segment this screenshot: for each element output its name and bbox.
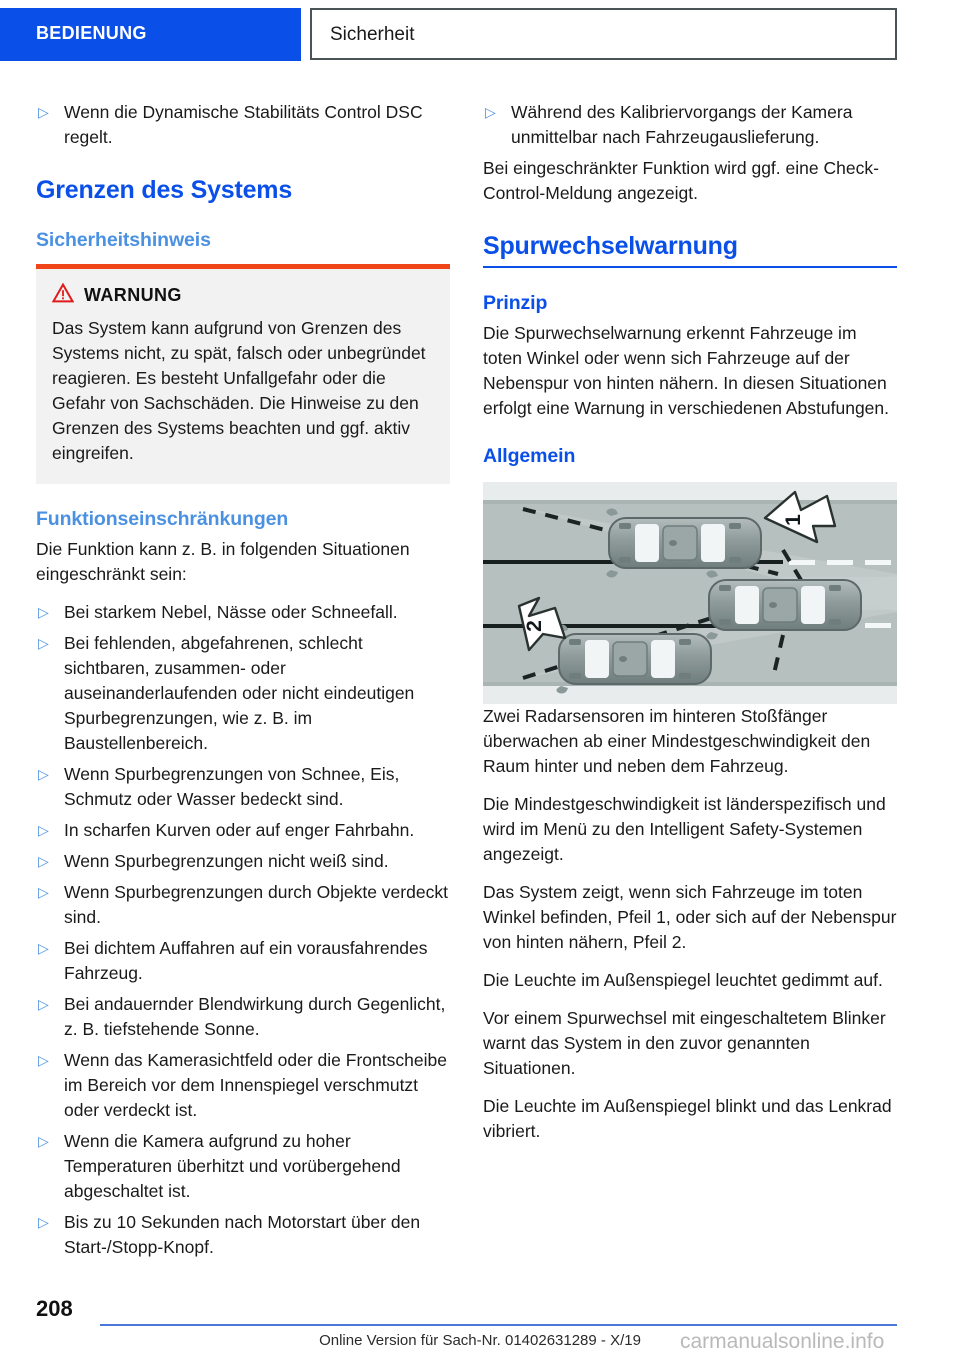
list-item-text: Bei andauernder Blendwirkung durch Gegenlicht, z. B. tiefstehende Sonne.	[64, 994, 446, 1039]
limitations-heading: Funktionseinschränkungen	[36, 508, 289, 530]
list-item	[36, 100, 450, 150]
right-top-bullet-list	[483, 100, 897, 150]
section-tab[interactable]	[310, 8, 897, 60]
list-item-text: Bei dichtem Auffahren auf ein vorausfahrendes Fahrzeug.	[64, 938, 428, 983]
car-ego	[706, 571, 861, 640]
section-tab-label: Sicherheit	[330, 24, 415, 45]
allgemein-heading: Allgemein	[483, 445, 576, 467]
list-item-text: Während des Kalibriervorgangs der Kamera unmittelbar nach Fahrzeugauslieferung.	[511, 102, 853, 147]
intro-bullet-list	[36, 100, 450, 150]
triangle-bullet-icon: ▷	[38, 604, 49, 620]
triangle-bullet-icon: ▷	[38, 853, 49, 869]
mirror-light-paragraph: Die Leuchte im Außenspiegel leuchtet gedimmt auf.	[483, 970, 883, 990]
triangle-bullet-icon: ▷	[38, 1052, 49, 1068]
warning-text: Das System kann aufgrund von Grenzen des Systems nicht, zu spät, falsch oder unbegründet reagieren. Es besteht Unfallgefahr oder die Gefahr von Sachschäden. Die Hinweise zu den Grenzen des Systems beachten und ggf. aktiv eingreifen.	[52, 318, 426, 463]
min-speed-paragraph: Die Mindestgeschwindigkeit ist länderspezifisch und wird im Menü zu den Intelligent Safety-Systemen angezeigt.	[483, 794, 886, 864]
triangle-bullet-icon: ▷	[38, 940, 49, 956]
svg-text:2: 2	[523, 620, 546, 632]
limitations-intro: Die Funktion kann z. B. in folgenden Situationen eingeschränkt sein:	[36, 539, 410, 584]
list-item-text: Bei starkem Nebel, Nässe oder Schneefall.	[64, 602, 398, 622]
mirror-blink-paragraph: Die Leuchte im Außenspiegel blinkt und das Lenkrad vibriert.	[483, 1096, 892, 1141]
warning-header	[52, 283, 434, 308]
page-number: 208	[36, 1296, 73, 1321]
turn-signal-paragraph: Vor einem Spurwechsel mit eingeschaltetem Blinker warnt das System in den zuvor genannten Situationen.	[483, 1008, 886, 1078]
list-item-text: Wenn Spurbegrenzungen von Schnee, Eis, Schmutz oder Wasser bedeckt sind.	[64, 764, 400, 809]
triangle-bullet-icon: ▷	[38, 1133, 49, 1149]
triangle-bullet-icon: ▷	[485, 104, 496, 120]
list-item	[36, 880, 450, 930]
chapter-tab[interactable]	[0, 8, 301, 61]
left-column	[36, 100, 450, 1266]
list-item	[36, 1048, 450, 1123]
radar-sensors-paragraph: Zwei Radarsensoren im hinteren Stoßfänger überwachen ab einer Mindestgeschwindigkeit den Raum hinter und neben dem Fahrzeug.	[483, 706, 871, 776]
footer-divider	[100, 1324, 897, 1326]
page-title: Grenzen des Systems	[36, 176, 293, 204]
list-item	[36, 818, 450, 843]
svg-text:1: 1	[782, 514, 805, 526]
list-item-text: Wenn die Dynamische Stabilitäts Control DSC regelt.	[64, 102, 423, 147]
triangle-bullet-icon: ▷	[38, 1214, 49, 1230]
list-item	[36, 600, 450, 625]
warning-label: WARNUNG	[84, 285, 182, 305]
triangle-bullet-icon: ▷	[38, 635, 49, 651]
prinzip-text: Die Spurwechselwarnung erkennt Fahrzeuge im toten Winkel oder wenn sich Fahrzeuge auf der Nebenspur von hinten nähern. In diesen Situationen erfolgt eine Warnung in verschiedenen Abstufungen.	[483, 323, 890, 418]
safety-notice-heading: Sicherheitshinweis	[36, 229, 211, 251]
triangle-bullet-icon: ▷	[38, 822, 49, 838]
list-item	[483, 100, 897, 150]
page-header	[0, 8, 960, 61]
list-item-text: Bei fehlenden, abgefahrenen, schlecht sichtbaren, zusammen- oder auseinanderlaufenden oder nicht eindeutigen Spurbegrenzungen, wie z. B. im Baustellenbereich.	[64, 633, 415, 753]
triangle-bullet-icon: ▷	[38, 884, 49, 900]
list-item	[36, 936, 450, 986]
lane-change-warning-diagram	[483, 482, 897, 704]
page-footer	[0, 1296, 960, 1362]
warning-box	[36, 264, 450, 484]
watermark: carmanualsonline.info	[680, 1330, 885, 1353]
list-item	[36, 992, 450, 1042]
car-upper	[606, 509, 761, 578]
blind-spot-paragraph: Das System zeigt, wenn sich Fahrzeuge im toten Winkel befinden, Pfeil 1, oder sich auf der Nebenspur von hinten nähern, Pfeil 2.	[483, 882, 897, 952]
warning-triangle-icon	[52, 283, 74, 308]
list-item-text: Bis zu 10 Sekunden nach Motorstart über den Start-/Stopp-Knopf.	[64, 1212, 421, 1257]
right-column	[483, 100, 897, 1157]
list-item	[36, 849, 450, 874]
list-item-text: Wenn Spurbegrenzungen nicht weiß sind.	[64, 851, 389, 871]
list-item-text: Wenn Spurbegrenzungen durch Objekte verdeckt sind.	[64, 882, 448, 927]
triangle-bullet-icon: ▷	[38, 104, 49, 120]
list-item-text: Wenn die Kamera aufgrund zu hoher Temperaturen überhitzt und vorübergehend abgeschaltet ist.	[64, 1131, 401, 1201]
limitations-bullet-list	[36, 600, 450, 1260]
list-item-text: In scharfen Kurven oder auf enger Fahrbahn.	[64, 820, 415, 840]
list-item	[36, 762, 450, 812]
list-item	[36, 631, 450, 756]
triangle-bullet-icon: ▷	[38, 766, 49, 782]
footer-note: Online Version für Sach-Nr. 01402631289 - X/19	[319, 1332, 641, 1349]
triangle-bullet-icon: ▷	[38, 996, 49, 1012]
list-item	[36, 1129, 450, 1204]
list-item-text: Wenn das Kamerasichtfeld oder die Frontscheibe im Bereich vor dem Innenspiegel verschmutzt oder verdeckt ist.	[64, 1050, 447, 1120]
prinzip-heading: Prinzip	[483, 292, 548, 314]
car-lower	[556, 625, 711, 694]
check-control-paragraph: Bei eingeschränkter Funktion wird ggf. eine Check-Control-Meldung angezeigt.	[483, 158, 879, 203]
list-item	[36, 1210, 450, 1260]
spurwechselwarnung-title: Spurwechselwarnung	[483, 232, 897, 268]
chapter-tab-label: BEDIENUNG	[36, 23, 147, 43]
